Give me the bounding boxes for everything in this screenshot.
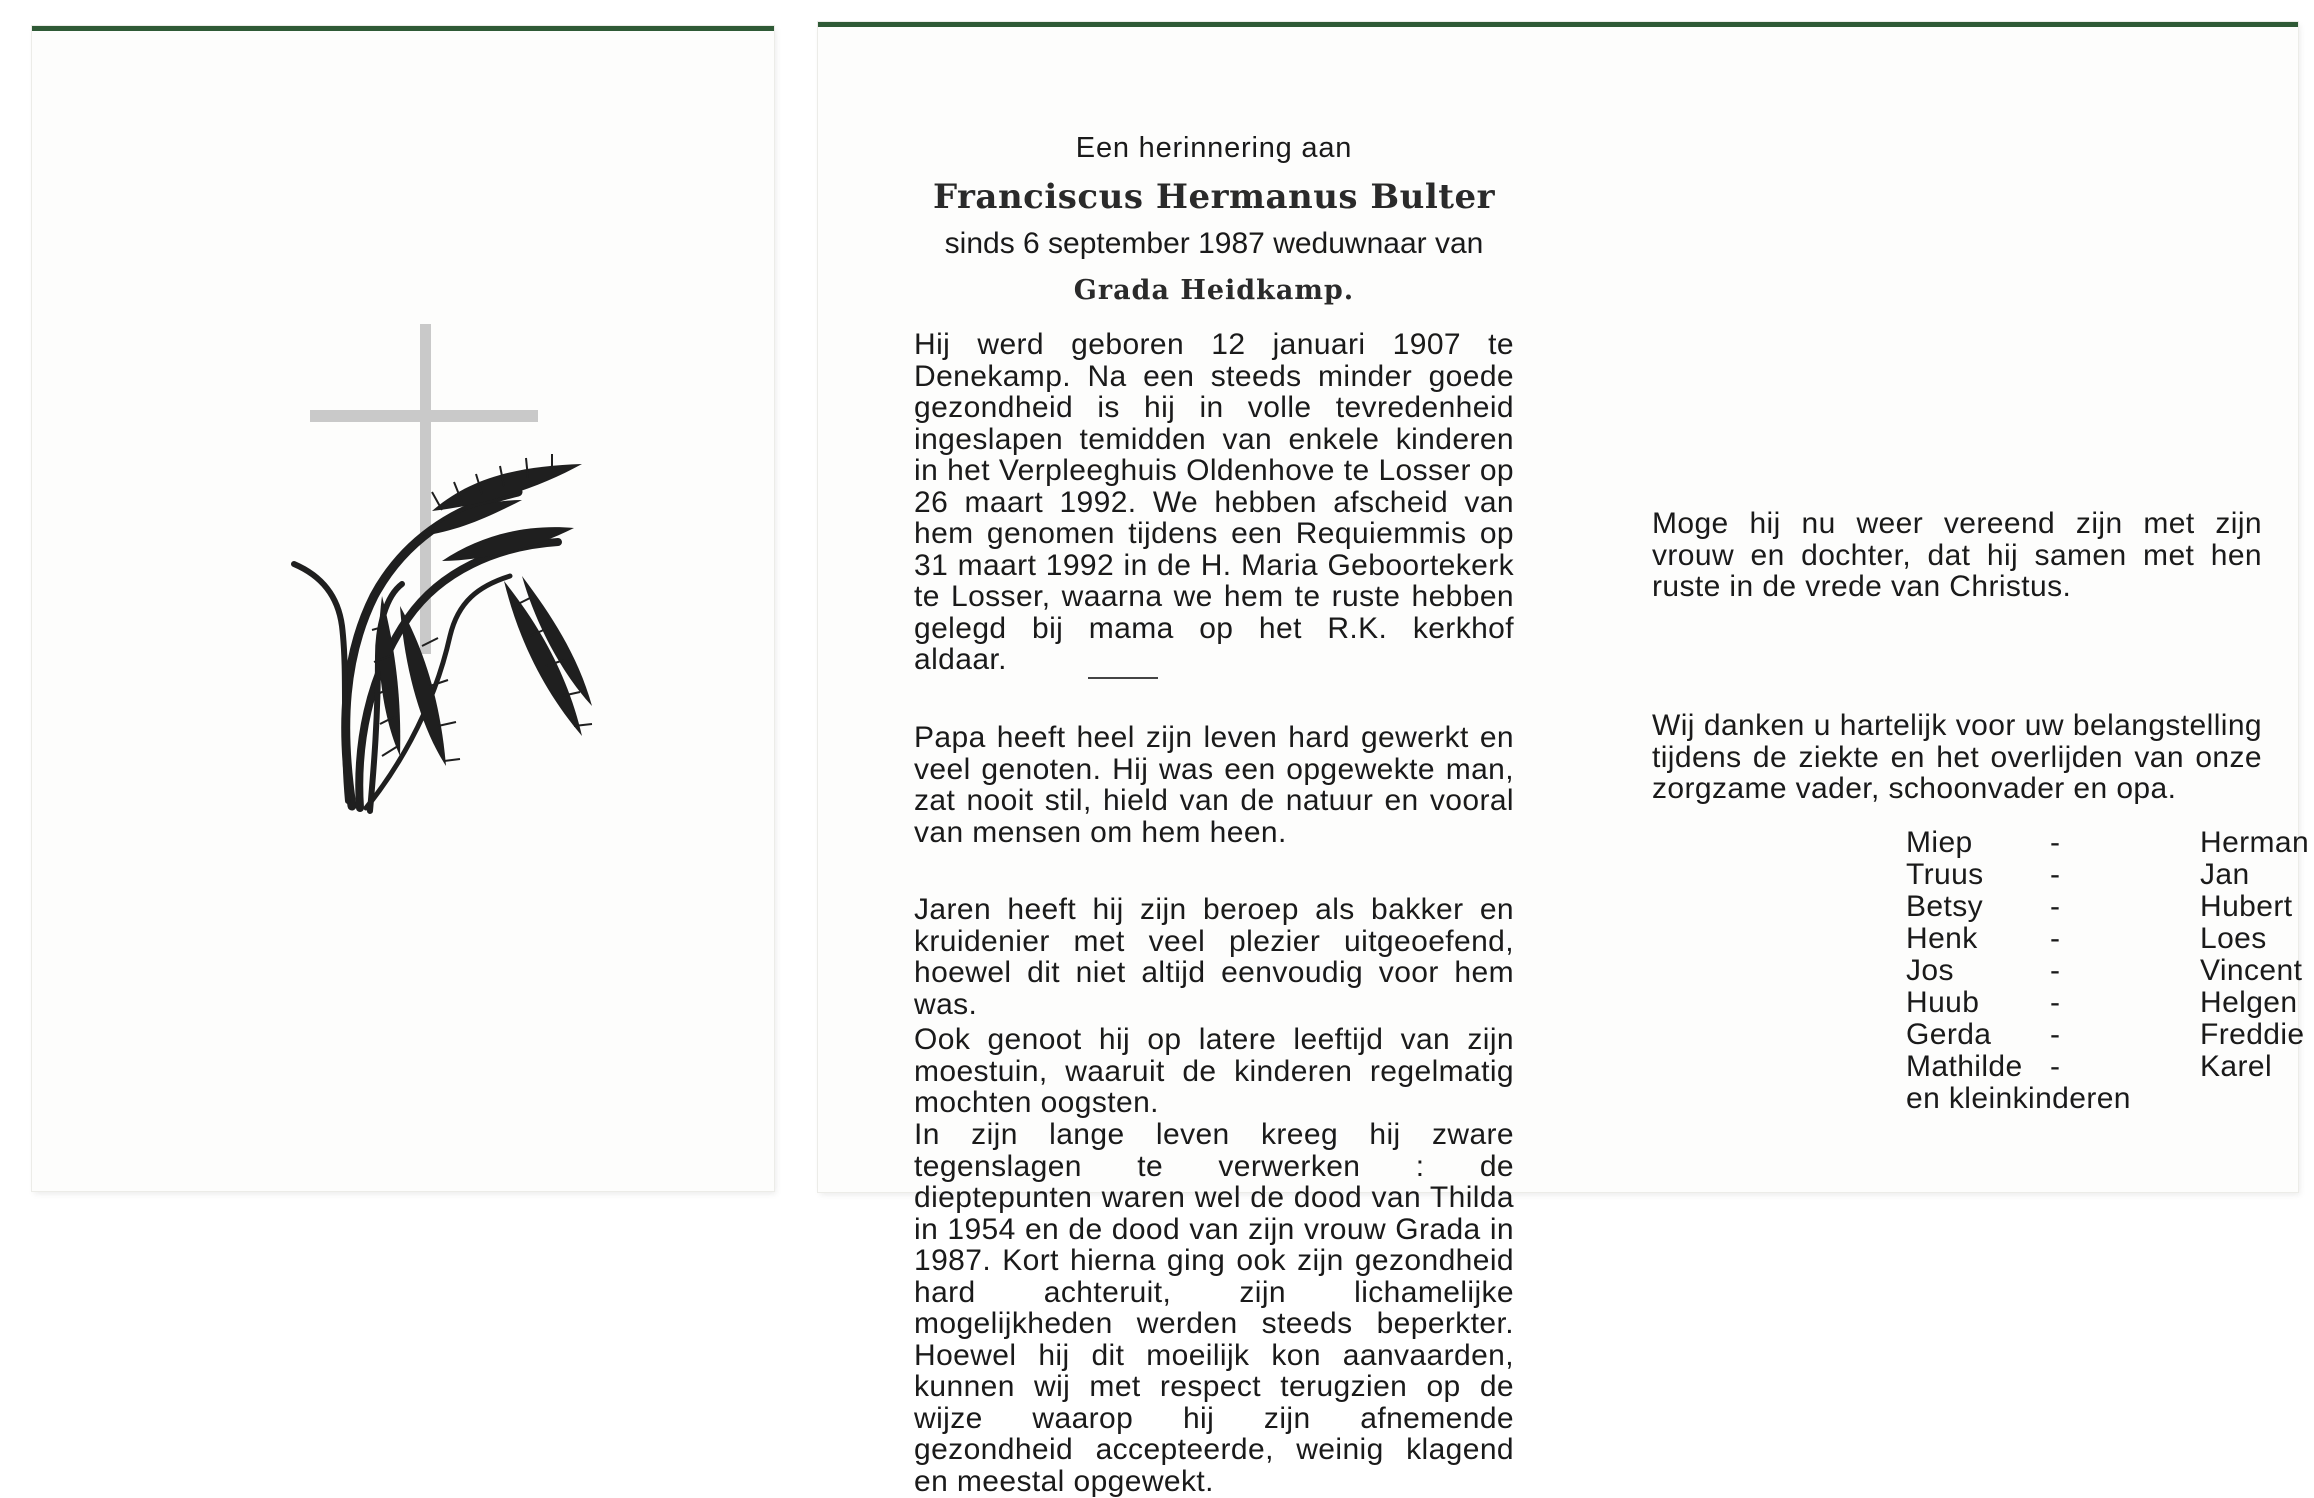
widower-line: sinds 6 september 1987 weduwnaar van bbox=[944, 227, 1484, 260]
biography-paragraph-3: Jaren heeft hij zijn beroep als bakker en kruidenier met veel plezier uitgeoefend, hoewel dit niet altijd eenvoudig voor hem was. bbox=[914, 893, 1514, 1021]
child-name: Huub bbox=[1906, 986, 1980, 1019]
thanks-paragraph: Wij danken u hartelijk voor uw belangstelling tijdens de ziekte en het overlijden van onze zorgzame vader, schoonvader en opa. bbox=[1652, 709, 2262, 805]
separator: - bbox=[2050, 954, 2061, 987]
child-name: Mathilde bbox=[1906, 1050, 2023, 1083]
intro-line: Een herinnering aan bbox=[1075, 132, 1353, 164]
list-item bbox=[1906, 955, 2309, 987]
child-name: Henk bbox=[1906, 922, 1978, 955]
list-item bbox=[1906, 923, 2309, 955]
biography-paragraph-6: Moge hij nu weer vereend zijn met zijn vrouw en dochter, dat hij samen met hen ruste in de vrede van Christus. bbox=[1652, 507, 2262, 603]
partner-name: Freddie bbox=[2200, 1018, 2305, 1051]
list-item bbox=[1906, 987, 2309, 1019]
partner-name: Helgen bbox=[2200, 986, 2298, 1019]
partner-name: Hubert bbox=[2200, 890, 2293, 923]
separator: - bbox=[2050, 1050, 2061, 1083]
separator: - bbox=[2050, 826, 2061, 859]
biography-paragraph-2: Papa heeft heel zijn leven hard gewerkt en veel genoten. Hij was een opgewekte man, zat nooit stil, hield van de natuur en vooral van mensen om hem heen. bbox=[914, 721, 1514, 849]
divider-line bbox=[1088, 677, 1158, 679]
list-item bbox=[1906, 891, 2309, 923]
front-card bbox=[32, 26, 774, 1191]
list-item bbox=[1906, 859, 2309, 891]
deceased-name: Franciscus Hermanus Bulter bbox=[932, 177, 1496, 217]
biography-paragraph-5: In zijn lange leven kreeg hij zware tegenslagen te verwerken : de dieptepunten waren wel de dood van Thilda in 1954 en de dood van zijn vrouw Grada in 1987. Kort hierna ging ook zijn gezondheid hard achteruit, zijn lichamelijke mogelijkheden werden steeds beperkter. Hoewel hij dit moeilijk kon aanvaarden, kunnen wij met respect terugzien op de wijze waarop hij zijn afnemende gezondheid accepteerde, weinig klagend en meestal opgewekt. bbox=[914, 1118, 1514, 1498]
partner-name: Karel bbox=[2200, 1050, 2273, 1083]
partner-name: Vincent bbox=[2200, 954, 2303, 987]
grandchildren-line: en kleinkinderen bbox=[1906, 1082, 2131, 1115]
separator: - bbox=[2050, 986, 2061, 1019]
biography-paragraph-4: Ook genoot hij op latere leeftijd van zijn moestuin, waaruit de kinderen regelmatig mochten oogsten. bbox=[914, 1023, 1514, 1119]
child-name: Gerda bbox=[1906, 1018, 1992, 1051]
child-name: Jos bbox=[1906, 954, 1954, 987]
separator: - bbox=[2050, 922, 2061, 955]
partner-name: Jan bbox=[2200, 858, 2250, 891]
child-name: Truus bbox=[1906, 858, 1984, 891]
spouse-name: Grada Heidkamp. bbox=[1073, 275, 1355, 306]
text-card bbox=[818, 22, 2310, 1498]
biography-paragraph-1: Hij werd geboren 12 januari 1907 te Denekamp. Na een steeds minder goede gezondheid is hij in volle tevredenheid ingeslapen temidden van enkele kinderen in het Verpleeghuis Oldenhove te Losser op 26 maart 1992. We hebben afscheid van hem genomen tijdens een Requiemmis op 31 maart 1992 in de H. Maria Geboortekerk te Losser, waarna we hem te ruste hebben gelegd bij mama op het R.K. kerkhof aldaar. bbox=[914, 328, 1514, 676]
list-item bbox=[1906, 827, 2309, 859]
child-name: Betsy bbox=[1906, 890, 1984, 923]
partner-name: Loes bbox=[2200, 922, 2267, 955]
separator: - bbox=[2050, 1018, 2061, 1051]
family-list bbox=[1906, 827, 2309, 1115]
partner-name: Herman bbox=[2200, 826, 2310, 859]
list-item bbox=[1906, 1051, 2309, 1083]
child-name: Miep bbox=[1906, 826, 1973, 859]
list-item bbox=[1906, 1019, 2309, 1051]
separator: - bbox=[2050, 890, 2061, 923]
cross-with-wheat-icon bbox=[282, 296, 622, 876]
separator: - bbox=[2050, 858, 2061, 891]
